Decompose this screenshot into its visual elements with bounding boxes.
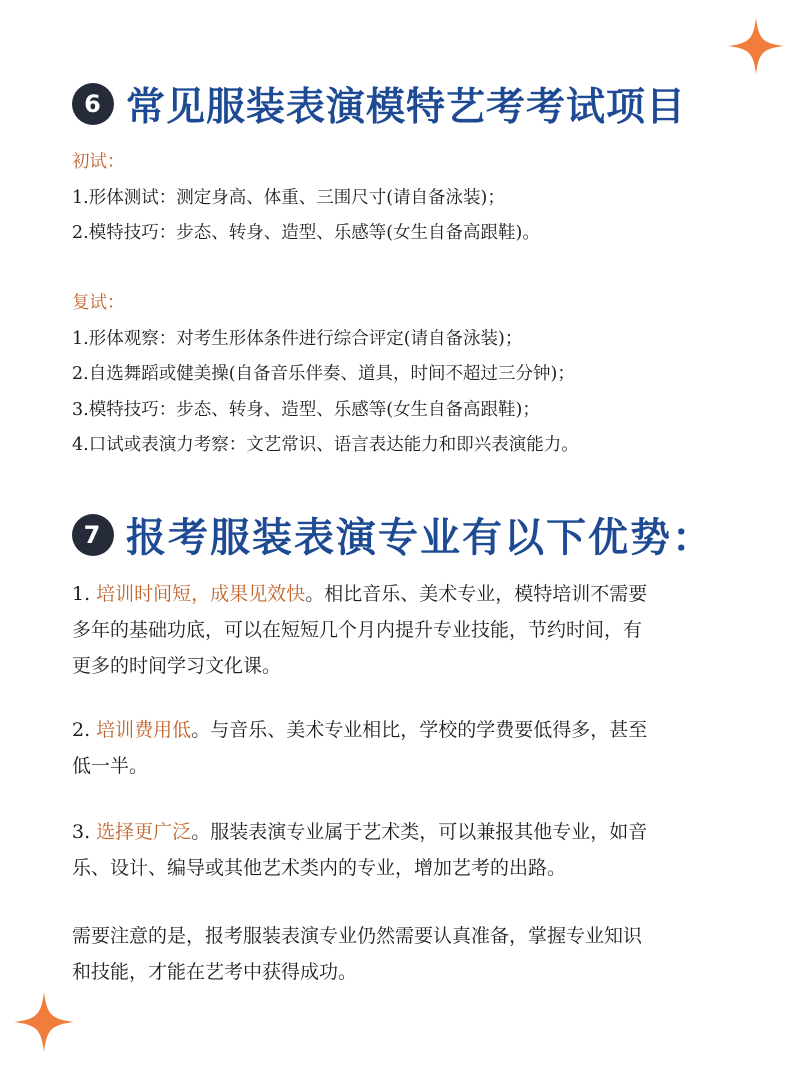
point-highlight: 选择更广泛 bbox=[96, 821, 192, 843]
note-text: 需要注意的是，报考服装表演专业仍然需要认真准备，掌握专业知识 bbox=[72, 925, 643, 947]
sparkle-star-icon bbox=[14, 992, 74, 1052]
section-number-badge: 6 bbox=[72, 83, 114, 125]
list-item: 4.口试或表演力考察：文艺常识、语言表达能力和即兴表演能力。 bbox=[72, 435, 579, 455]
preliminary-exam bbox=[72, 145, 732, 252]
list-item: 2.模特技巧：步态、转身、造型、乐感等(女生自备高跟鞋)。 bbox=[72, 223, 540, 243]
advantage-paragraph-3 bbox=[72, 814, 732, 886]
point-number: 3. bbox=[72, 821, 97, 843]
note-paragraph bbox=[72, 918, 732, 990]
list-item: 2.自选舞蹈或健美操(自备音乐伴奏、道具，时间不超过三分钟)； bbox=[72, 364, 575, 384]
section-title: 报考服装表演专业有以下优势： bbox=[126, 514, 714, 561]
point-highlight: 培训费用低 bbox=[96, 719, 192, 741]
list-item: 1.形体观察：对考生形体条件进行综合评定(请自备泳装)； bbox=[72, 328, 523, 349]
section-7-heading bbox=[72, 506, 714, 563]
point-text: 乐、设计、编导或其他艺术类内的专业，增加艺考的出路。 bbox=[72, 857, 567, 879]
section-6-heading bbox=[72, 76, 686, 132]
sparkle-star-icon bbox=[728, 18, 784, 74]
section-title: 常见服装表演模特艺考考试项目 bbox=[126, 84, 687, 130]
note-text: 和技能，才能在艺考中获得成功。 bbox=[72, 961, 358, 983]
point-text: 。相比音乐、美术专业，模特培训不需要 bbox=[305, 583, 648, 605]
subheading-preliminary: 初试： bbox=[72, 152, 125, 172]
point-highlight: 培训时间短，成果见效快 bbox=[96, 583, 306, 605]
point-number: 2. bbox=[72, 719, 97, 741]
retest-exam bbox=[72, 286, 732, 464]
point-text: 更多的时间学习文化课。 bbox=[72, 655, 282, 677]
list-item: 1.形体测试：测定身高、体重、三围尺寸(请自备泳装)； bbox=[72, 187, 505, 208]
section-number-badge: 7 bbox=[72, 514, 114, 556]
point-text: 。与音乐、美术专业相比，学校的学费要低得多，甚至 bbox=[191, 719, 648, 741]
advantage-paragraph-1 bbox=[72, 576, 732, 684]
point-text: 多年的基础功底，可以在短短几个月内提升专业技能，节约时间，有 bbox=[72, 619, 643, 641]
point-number: 1. bbox=[72, 583, 97, 605]
point-text: 低一半。 bbox=[72, 755, 149, 777]
list-item: 3.模特技巧：步态、转身、造型、乐感等(女生自备高跟鞋)； bbox=[72, 399, 540, 420]
point-text: 。服装表演专业属于艺术类，可以兼报其他专业，如音 bbox=[191, 821, 648, 843]
subheading-retest: 复试： bbox=[72, 293, 125, 313]
advantage-paragraph-2 bbox=[72, 712, 732, 784]
